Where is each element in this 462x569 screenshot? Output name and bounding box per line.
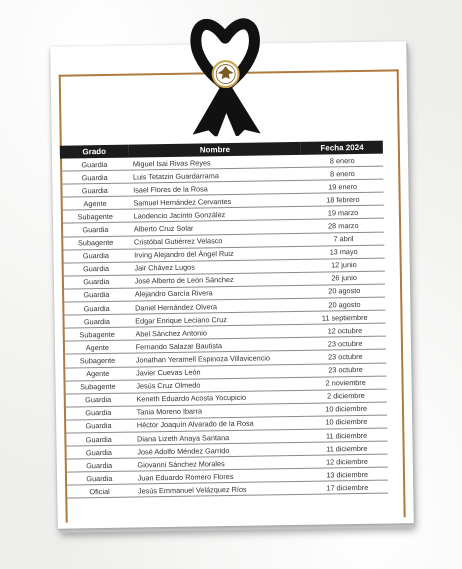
cell-nombre: Miguel Isai Rivas Reyes	[129, 155, 302, 170]
cell-fecha: 8 enero	[302, 166, 384, 180]
cell-grado: Guardia	[64, 393, 133, 407]
header-nombre: Nombre	[128, 142, 301, 158]
cell-grado: Guardia	[61, 223, 130, 237]
cell-fecha: 26 junio	[303, 271, 385, 285]
cell-fecha: 2 diciembre	[305, 389, 387, 403]
cell-nombre: Isael Flores de la Rosa	[129, 181, 302, 197]
cell-grado: Guardia	[62, 301, 131, 315]
cell-nombre: Jonathan Yeramell Espinoza Villavicencio	[132, 351, 305, 367]
cell-fecha: 13 mayo	[303, 245, 385, 259]
cell-fecha: 12 junio	[303, 258, 385, 272]
cell-grado: Guardia	[62, 314, 131, 328]
cell-nombre: Diana Lizeth Anaya Santana	[133, 429, 306, 445]
cell-grado: Guardia	[62, 288, 131, 302]
cell-fecha: 11 septiembre	[304, 310, 386, 324]
cell-nombre: Daniel Hernández Olvera	[131, 298, 304, 314]
cell-grado: Guardia	[62, 275, 131, 289]
cell-nombre: Jesús Emmanuel Velázquez Ríos	[134, 482, 307, 498]
cell-grado: Guardia	[65, 445, 134, 459]
cell-nombre: Tania Moreno Ibarra	[133, 403, 306, 419]
cell-fecha: 10 diciembre	[305, 402, 387, 416]
cell-fecha: 23 octubre	[305, 363, 387, 377]
cell-fecha: 17 diciembre	[306, 480, 388, 494]
cell-fecha: 8 enero	[301, 154, 383, 168]
cell-nombre: Edgar Enrique Leciano Cruz	[131, 312, 304, 328]
cell-nombre: Jair Chávez Lugos	[130, 259, 303, 275]
cell-grado: Subagente	[63, 327, 132, 341]
cell-nombre: Fernando Salazar Bautista	[132, 338, 305, 354]
cell-fecha: 20 agosto	[303, 284, 385, 298]
fallen-officers-table	[60, 141, 389, 499]
cell-nombre: Jesús Cruz Olmedo	[132, 377, 305, 393]
cell-grado: Subagente	[63, 380, 132, 394]
cell-grado: Subagente	[61, 236, 130, 250]
cell-fecha: 28 marzo	[302, 219, 384, 233]
cell-nombre: Keneth Eduardo Acosta Yocupicio	[132, 390, 305, 406]
cell-nombre: José Adolfo Méndez Garrido	[133, 442, 306, 458]
cell-nombre: Juan Eduardo Romero Flores	[134, 469, 307, 485]
cell-fecha: 12 octubre	[304, 323, 386, 337]
cell-grado: Agente	[63, 367, 132, 381]
cell-fecha: 7 abril	[303, 232, 385, 246]
cell-grado: Guardia	[60, 170, 129, 184]
mourning-ribbon-icon	[185, 15, 267, 136]
cell-grado: Guardia	[64, 406, 133, 420]
cell-fecha: 23 octubre	[304, 336, 386, 350]
cell-grado: Guardia	[64, 432, 133, 446]
cell-fecha: 20 agosto	[304, 297, 386, 311]
cell-fecha: 2 noviembre	[305, 376, 387, 390]
cell-nombre: Laodencio Jacinto González	[130, 207, 303, 223]
cell-nombre: Alberto Cruz Solar	[130, 220, 303, 236]
cell-grado: Guardia	[60, 158, 129, 172]
cell-fecha: 10 diciembre	[305, 415, 387, 429]
cell-fecha: 11 diciembre	[306, 441, 388, 455]
cell-fecha: 13 diciembre	[306, 467, 388, 481]
cell-nombre: Javier Cuevas León	[132, 364, 305, 380]
cell-fecha: 19 marzo	[302, 205, 384, 219]
cell-nombre: Abel Sánchez Antonio	[131, 325, 304, 341]
cell-fecha: 12 diciembre	[306, 454, 388, 468]
cell-grado: Guardia	[65, 471, 134, 485]
cell-grado: Guardia	[65, 458, 134, 472]
cell-nombre: Héctor Joaquín Alvarado de la Rosa	[133, 416, 306, 432]
header-grado: Grado	[60, 145, 129, 159]
cell-grado: Guardia	[62, 262, 131, 276]
cell-grado: Subagente	[63, 353, 132, 367]
cell-nombre: Cristóbal Gutiérrez Velasco	[130, 233, 303, 249]
cell-nombre: Irving Alejandro del Ángel Ruiz	[130, 246, 303, 262]
cell-nombre: Luis Tetatzin Guardarrama	[129, 167, 302, 183]
cell-fecha: 23 octubre	[304, 349, 386, 363]
cell-fecha: 11 diciembre	[306, 428, 388, 442]
cell-grado: Guardia	[60, 183, 129, 197]
cell-grado: Guardia	[61, 249, 130, 263]
cell-grado: Guardia	[64, 419, 133, 433]
header-fecha: Fecha 2024	[301, 141, 383, 155]
cell-nombre: José Alberto de León Sánchez	[131, 272, 304, 288]
cell-fecha: 18 febrero	[302, 192, 384, 206]
cell-nombre: Samuel Hernández Cervantes	[129, 194, 302, 210]
cell-grado: Agente	[63, 340, 132, 354]
cell-grado: Agente	[61, 196, 130, 210]
cell-fecha: 19 enero	[302, 179, 384, 193]
cell-grado: Oficial	[65, 484, 134, 498]
cell-grado: Subagente	[61, 209, 130, 223]
memorial-card	[50, 41, 414, 529]
eagle-emblem-icon	[212, 61, 238, 87]
cell-nombre: Alejandro García Rivera	[131, 285, 304, 301]
cell-nombre: Giovanni Sánchez Morales	[133, 456, 306, 472]
